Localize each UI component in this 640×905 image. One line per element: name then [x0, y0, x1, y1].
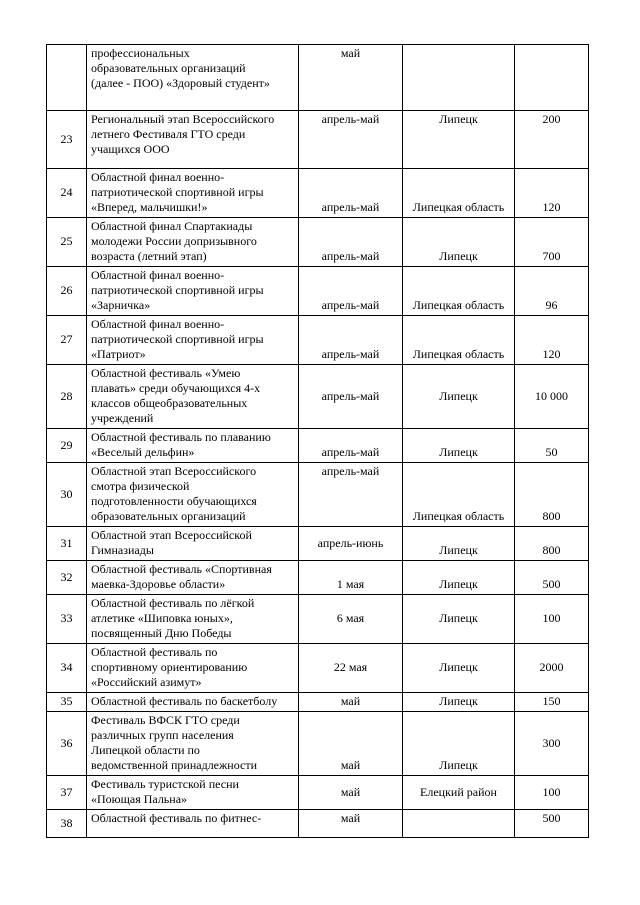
event-place-cell: Липецк: [403, 218, 515, 267]
event-place-cell: Липецк: [403, 595, 515, 644]
event-name-cell: Фестиваль туристской песни «Поющая Пальна»: [87, 776, 299, 810]
participants-count-cell: 700: [515, 218, 589, 267]
event-place-cell: Липецк: [403, 527, 515, 561]
table-row: [47, 527, 589, 561]
event-date-cell: май: [299, 45, 403, 111]
event-date-cell: апрель-май: [299, 111, 403, 169]
event-name-cell: Региональный этап Всероссийского летнего Фестиваля ГТО среди учащихся ООО: [87, 111, 299, 169]
event-place-cell: Липецк: [403, 429, 515, 463]
event-date-cell: 22 мая: [299, 644, 403, 693]
event-place-cell: Липецк: [403, 644, 515, 693]
event-place-cell: Липецкая область: [403, 267, 515, 316]
event-date-cell: апрель-май: [299, 267, 403, 316]
table-row: [47, 169, 589, 218]
event-name-cell: Областной фестиваль по баскетболу: [87, 693, 299, 712]
event-place-cell: [403, 810, 515, 838]
event-date-cell: апрель-май: [299, 218, 403, 267]
event-name-cell: Областной фестиваль «Спортивная маевка-Здоровье области»: [87, 561, 299, 595]
table-row: [47, 776, 589, 810]
table-row: [47, 111, 589, 169]
row-number-cell: 37: [47, 776, 87, 810]
table-row: [47, 712, 589, 776]
row-number-cell: [47, 45, 87, 111]
table-row: [47, 365, 589, 429]
participants-count-cell: 500: [515, 810, 589, 838]
row-number-cell: 30: [47, 463, 87, 527]
row-number-cell: 26: [47, 267, 87, 316]
participants-count-cell: 800: [515, 463, 589, 527]
row-number-cell: 36: [47, 712, 87, 776]
event-date-cell: 6 мая: [299, 595, 403, 644]
table-row: [47, 267, 589, 316]
event-date-cell: май: [299, 776, 403, 810]
event-name-cell: Областной финал военно- патриотической спортивной игры «Вперед, мальчишки!»: [87, 169, 299, 218]
event-place-cell: Липецк: [403, 693, 515, 712]
row-number-cell: 28: [47, 365, 87, 429]
table-row: [47, 561, 589, 595]
table-row: [47, 316, 589, 365]
event-date-cell: апрель-май: [299, 429, 403, 463]
event-place-cell: Липецкая область: [403, 169, 515, 218]
event-date-cell: апрель-май: [299, 463, 403, 527]
event-name-cell: Областной финал военно- патриотической спортивной игры «Зарничка»: [87, 267, 299, 316]
event-date-cell: апрель-май: [299, 316, 403, 365]
event-date-cell: апрель-май: [299, 365, 403, 429]
participants-count-cell: 150: [515, 693, 589, 712]
row-number-cell: 35: [47, 693, 87, 712]
row-number-cell: 33: [47, 595, 87, 644]
event-name-cell: Областной финал военно- патриотической спортивной игры «Патриот»: [87, 316, 299, 365]
participants-count-cell: 100: [515, 595, 589, 644]
table-row: [47, 218, 589, 267]
event-place-cell: Липецк: [403, 365, 515, 429]
participants-count-cell: 800: [515, 527, 589, 561]
participants-count-cell: [515, 45, 589, 111]
table-row: [47, 429, 589, 463]
event-place-cell: [403, 45, 515, 111]
row-number-cell: 25: [47, 218, 87, 267]
participants-count-cell: 120: [515, 316, 589, 365]
table-row: [47, 45, 589, 111]
event-date-cell: апрель-июнь: [299, 527, 403, 561]
row-number-cell: 34: [47, 644, 87, 693]
table-row: [47, 810, 589, 838]
participants-count-cell: 200: [515, 111, 589, 169]
event-date-cell: апрель-май: [299, 169, 403, 218]
event-place-cell: Липецкая область: [403, 463, 515, 527]
table-row: [47, 595, 589, 644]
event-place-cell: Липецк: [403, 561, 515, 595]
event-name-cell: Фестиваль ВФСК ГТО среди различных групп населения Липецкой области по ведомственной принадлежности: [87, 712, 299, 776]
event-place-cell: Липецк: [403, 111, 515, 169]
event-date-cell: май: [299, 810, 403, 838]
participants-count-cell: 96: [515, 267, 589, 316]
participants-count-cell: 300: [515, 712, 589, 776]
event-place-cell: Липецк: [403, 712, 515, 776]
event-place-cell: Липецкая область: [403, 316, 515, 365]
event-name-cell: Областной фестиваль по спортивному ориентированию «Российский азимут»: [87, 644, 299, 693]
participants-count-cell: 100: [515, 776, 589, 810]
event-date-cell: май: [299, 712, 403, 776]
event-name-cell: Областной фестиваль по плаванию «Веселый дельфин»: [87, 429, 299, 463]
event-place-cell: Елецкий район: [403, 776, 515, 810]
participants-count-cell: 120: [515, 169, 589, 218]
participants-count-cell: 2000: [515, 644, 589, 693]
table-row: [47, 693, 589, 712]
event-date-cell: май: [299, 693, 403, 712]
event-name-cell: Областной фестиваль по фитнес-: [87, 810, 299, 838]
event-name-cell: Областной этап Всероссийской Гимназиады: [87, 527, 299, 561]
participants-count-cell: 10 000: [515, 365, 589, 429]
row-number-cell: 29: [47, 429, 87, 463]
event-name-cell: Областной фестиваль по лёгкой атлетике «Шиповка юных», посвященный Дню Победы: [87, 595, 299, 644]
events-table: [46, 44, 589, 838]
event-date-cell: 1 мая: [299, 561, 403, 595]
event-name-cell: Областной этап Всероссийского смотра физической подготовленности обучающихся образовательных организаций: [87, 463, 299, 527]
row-number-cell: 23: [47, 111, 87, 169]
row-number-cell: 24: [47, 169, 87, 218]
table-row: [47, 463, 589, 527]
table-row: [47, 644, 589, 693]
event-name-cell: профессиональных образовательных организаций (далее - ПОО) «Здоровый студент»: [87, 45, 299, 111]
event-name-cell: Областной фестиваль «Умею плавать» среди обучающихся 4-х классов общеобразовательных учреждений: [87, 365, 299, 429]
participants-count-cell: 50: [515, 429, 589, 463]
row-number-cell: 27: [47, 316, 87, 365]
row-number-cell: 38: [47, 810, 87, 838]
row-number-cell: 31: [47, 527, 87, 561]
event-name-cell: Областной финал Спартакиады молодежи России допризывного возраста (летний этап): [87, 218, 299, 267]
row-number-cell: 32: [47, 561, 87, 595]
participants-count-cell: 500: [515, 561, 589, 595]
